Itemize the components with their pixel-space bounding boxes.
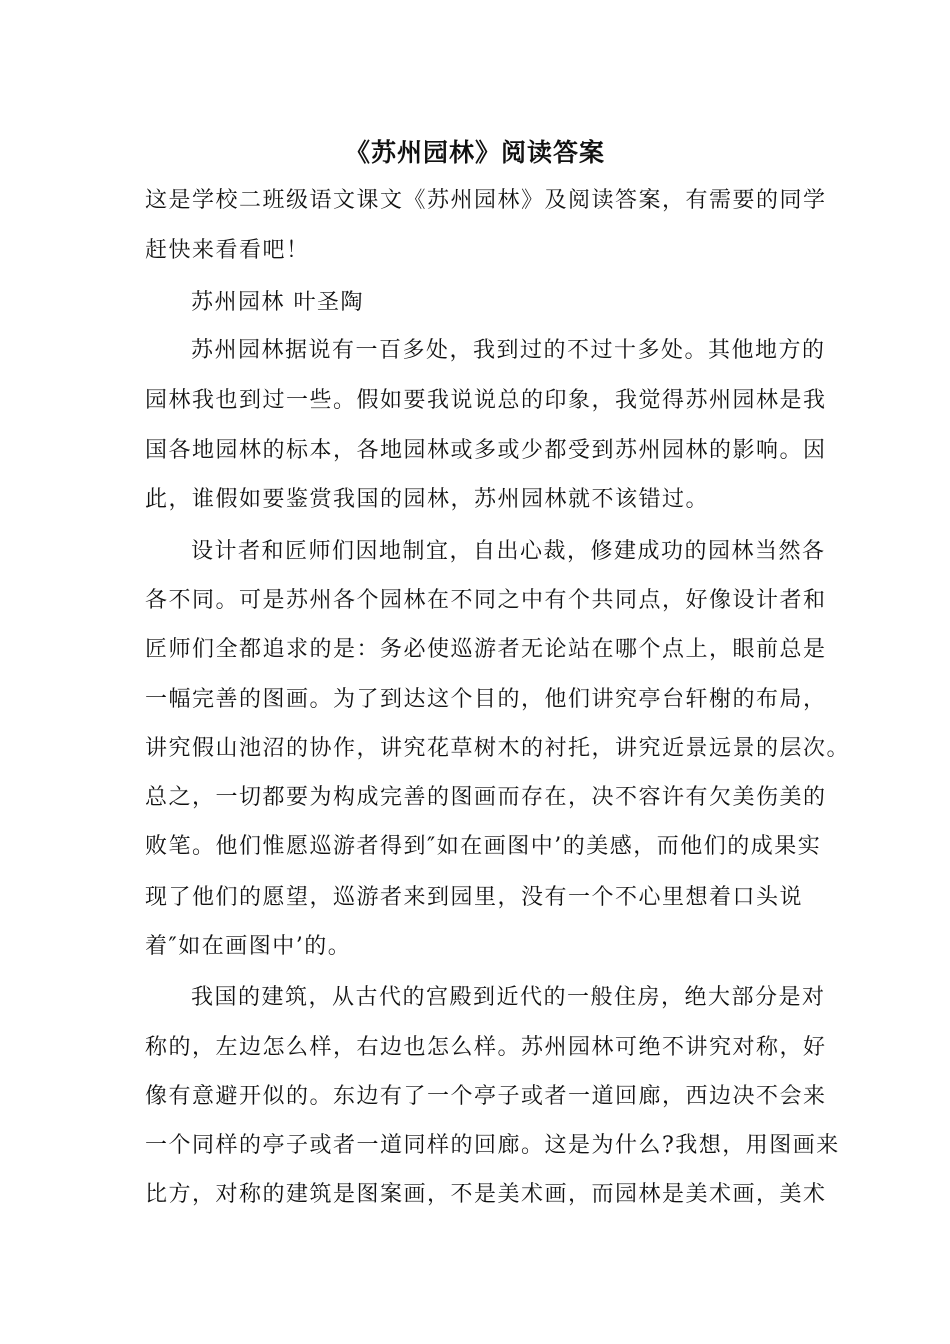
paragraph-line: 匠师们全都追求的是：务必使巡游者无论站在哪个点上，眼前总是 (145, 637, 827, 662)
paragraph-line: 着″如在画图中’的。 (145, 934, 352, 959)
paragraph-line: 此，谁假如要鉴赏我国的园林，苏州园林就不该错过。 (145, 487, 710, 512)
intro-line: 赶快来看看吧！ (145, 238, 310, 263)
paragraph-line: 一幅完善的图画。为了到达这个目的，他们讲究亭台轩榭的布局， (145, 687, 827, 712)
paragraph-line: 一个同样的亭子或者一道同样的回廊。这是为什么?我想，用图画来 (145, 1133, 840, 1158)
paragraph-line: 比方，对称的建筑是图案画，不是美术画，而园林是美术画，美术 (145, 1182, 827, 1207)
paragraph-line: 总之，一切都要为构成完善的图画而存在，决不容许有欠美伤美的 (145, 785, 827, 810)
paragraph-line: 讲究假山池沼的协作，讲究花草树木的衬托，讲究近景远景的层次。 (145, 736, 851, 761)
paragraph-line: 称的，左边怎么样，右边也怎么样。苏州园林可绝不讲究对称，好 (145, 1035, 827, 1060)
paragraph-line: 像有意避开似的。东边有了一个亭子或者一道回廊，西边决不会来 (145, 1084, 827, 1109)
intro-line: 这是学校二班级语文课文《苏州园林》及阅读答案，有需要的同学 (145, 188, 827, 213)
paragraph-line: 国各地园林的标本，各地园林或多或少都受到苏州园林的影响。因 (145, 438, 827, 463)
document-title: 《苏州园林》阅读答案 (344, 138, 605, 167)
paragraph-line: 我国的建筑，从古代的宫殿到近代的一般住房，绝大部分是对 (191, 985, 826, 1010)
paragraph-line: 设计者和匠师们因地制宜，自出心裁，修建成功的园林当然各 (191, 539, 826, 564)
paragraph-line: 园林我也到过一些。假如要我说说总的印象，我觉得苏州园林是我 (145, 388, 827, 413)
paragraph-line: 苏州园林据说有一百多处，我到过的不过十多处。其他地方的 (191, 338, 826, 363)
paragraph-line: 各不同。可是苏州各个园林在不同之中有个共同点，好像设计者和 (145, 588, 827, 613)
paragraph-line: 现了他们的愿望，巡游者来到园里，没有一个不心里想着口头说 (145, 885, 804, 910)
paragraph-line: 败笔。他们惟愿巡游者得到″如在画图中’的美感，而他们的成果实 (145, 834, 822, 859)
byline: 苏州园林 叶圣陶 (191, 290, 364, 315)
